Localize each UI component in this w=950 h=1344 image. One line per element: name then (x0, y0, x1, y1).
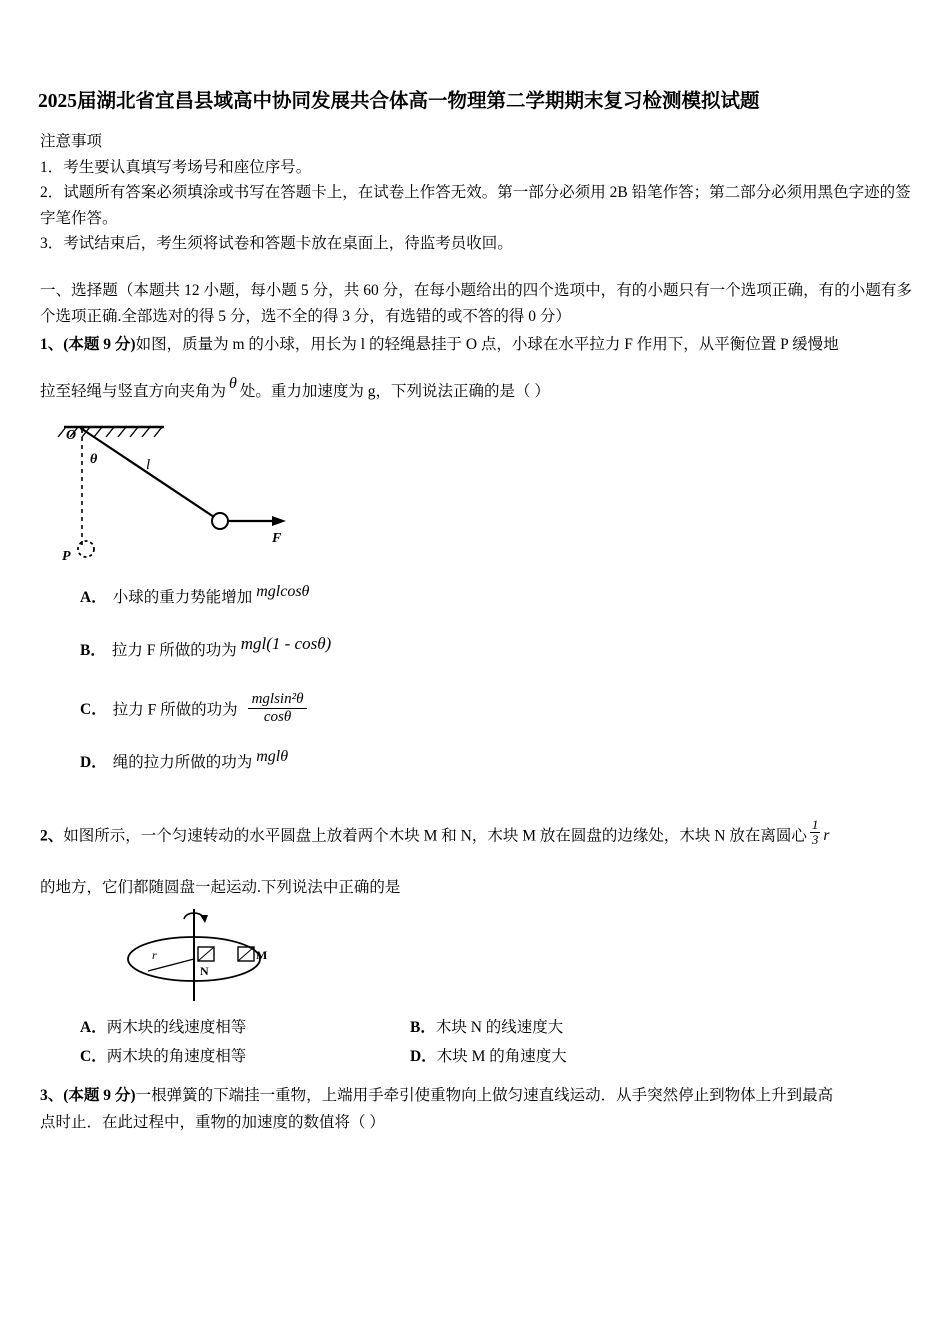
q2-option-c-text: 两木块的角速度相等 (106, 1048, 247, 1066)
q2-option-d-label: D． (410, 1048, 437, 1066)
question-2-figure (86, 907, 386, 1007)
svg-text:F: F (272, 530, 282, 546)
question-3-line-2: 点时止．在此过程中，重物的加速度的数值将（ ） (40, 1113, 385, 1131)
option-c-numerator: mglsin²θ (248, 691, 308, 709)
question-2-option-b (410, 1013, 740, 1042)
option-d-label: D． (80, 754, 107, 772)
question-2-options-row-2 (80, 1042, 912, 1071)
question-1-text-a: 如图，质量为 m 的小球，用长为 l 的轻绳悬挂于 O 点，小球在水平拉力 F 作用下，从平衡位置 P 缓慢地 (135, 336, 839, 354)
notice-item-2: 2．试题所有答案必须填涂或书写在答题卡上，在试卷上作答无效。第一部分必须用 2B 铅笔作答；第二部分必须用黑色字迹的签字笔作答。 (40, 184, 911, 227)
question-2-line-2: 的地方，它们都随圆盘一起运动.下列说法中正确的是 (40, 878, 401, 896)
option-a-math: mglcosθ (256, 582, 310, 600)
question-2-options-row-1 (80, 1013, 912, 1042)
option-a-text: 小球的重力势能增加 (112, 588, 253, 606)
question-2-option-d (410, 1042, 740, 1071)
question-1-option-a (80, 582, 912, 619)
option-b-math: mgl(1 - cosθ) (240, 633, 332, 653)
question-1-option-b (80, 633, 912, 671)
svg-text:θ: θ (90, 451, 98, 467)
question-1-text-c: 处。重力加速度为 g，下列说法正确的是（ ） (239, 383, 550, 401)
q2-option-d-text: 木块 M 的角速度大 (436, 1048, 567, 1066)
option-c-text: 拉力 F 所做的功为 (112, 700, 238, 718)
svg-text:l: l (146, 456, 151, 473)
svg-text:N: N (200, 963, 209, 978)
question-1-line-2 (40, 374, 912, 406)
option-b-label: B． (80, 641, 106, 659)
question-2-line-1 (40, 817, 912, 852)
q2-option-c-label: C． (80, 1048, 107, 1066)
question-2-text-a: 如图所示，一个匀速转动的水平圆盘上放着两个木块 M 和 N，木块 M 放在圆盘的边缘处，木块 N 放在离圆心 (63, 827, 807, 845)
question-1-line-1 (40, 331, 912, 358)
question-3-points: (本题 9 分) (63, 1086, 136, 1104)
pendulum-diagram-svg (54, 417, 434, 577)
svg-text:M: M (256, 947, 268, 962)
question-1-option-d (80, 750, 912, 784)
option-d-math: mglθ (256, 748, 289, 766)
question-1-figure (54, 417, 434, 577)
question-3-text-a: 一根弹簧的下端挂一重物，上端用手牵引使重物向上做匀速直线运动．从手突然停止到物体上升到最高 (135, 1086, 834, 1104)
page-title: 2025届湖北省宜昌县域高中协同发展共合体高一物理第二学期期末复习检测模拟试题 (38, 91, 760, 112)
option-c-label: C． (80, 700, 107, 718)
option-c-denominator: cosθ (263, 708, 292, 725)
notice-item-1: 1．考生要认真填写考场号和座位序号。 (40, 159, 312, 177)
question-3-line-1 (40, 1082, 912, 1109)
svg-text:r: r (152, 947, 157, 962)
q2-option-b-text: 木块 N 的线速度大 (435, 1018, 564, 1036)
question-2-option-a (80, 1013, 410, 1042)
notice-item-3: 3．考试结束后，考生须将试卷和答题卡放在桌面上，待监考员收回。 (40, 234, 513, 252)
option-a-label: A． (80, 588, 107, 606)
rotating-disc-diagram-svg (86, 907, 386, 1007)
question-1-text-b: 拉至轻绳与竖直方向夹角为 (40, 383, 227, 401)
option-c-fraction (248, 691, 308, 727)
question-1-theta: θ (229, 374, 237, 392)
question-2-option-c (80, 1042, 410, 1071)
question-2-frac-den: 3 (811, 832, 819, 848)
svg-text:O: O (66, 427, 77, 443)
question-2-radius-symbol: r (823, 827, 830, 845)
question-2-frac-num: 1 (811, 817, 819, 833)
q2-option-a-text: 两木块的线速度相等 (106, 1018, 247, 1036)
section-one-intro: 一、选择题（本题共 12 小题，每小题 5 分，共 60 分，在每小题给出的四个选项中，有的小题只有一个选项正确，有的小题有多个选项正确.全部选对的得 5 分，选不全的得 3 分，有选错的或不答的得 0 分） (40, 281, 912, 326)
question-1-points: (本题 9 分) (63, 336, 136, 354)
question-1-option-c (80, 690, 912, 729)
svg-text:P: P (62, 548, 71, 564)
q2-option-a-label: A． (80, 1018, 107, 1036)
page-content (38, 88, 912, 1136)
question-2-fraction (810, 818, 821, 848)
question-1-number: 1、 (40, 336, 64, 354)
option-d-text: 绳的拉力所做的功为 (112, 754, 253, 772)
option-b-text: 拉力 F 所做的功为 (111, 641, 237, 659)
q2-option-b-label: B． (410, 1018, 436, 1036)
notice-heading: 注意事项 (40, 133, 103, 151)
question-2-number: 2、 (40, 827, 64, 845)
question-3-number: 3、 (40, 1086, 64, 1104)
